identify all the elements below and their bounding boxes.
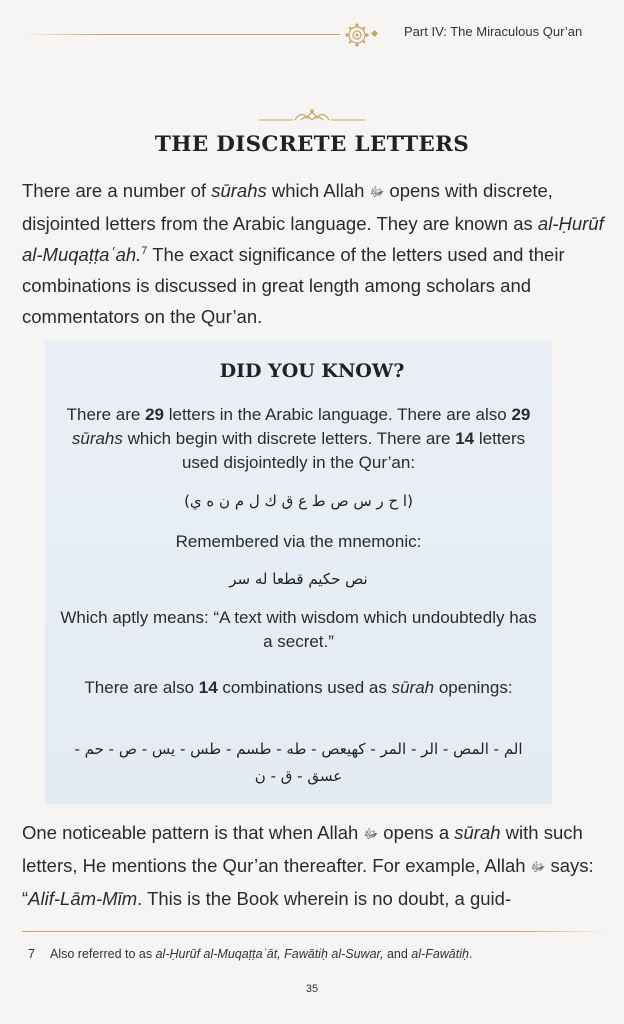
mnemonic-label: Remembered via the mnemonic: xyxy=(175,532,422,551)
honorific-glyph: ﷻ xyxy=(369,185,385,200)
title-ornament-icon xyxy=(257,106,367,126)
footnote-text: Also referred to as xyxy=(50,947,156,961)
arabic-combinations: الم - المص - الر - المر - كهيعص - طه - طسم - طس - يس - ص - حم - عسق - ق - ن xyxy=(74,740,523,785)
running-head: Part IV: The Miraculous Qur’an xyxy=(404,24,583,39)
intro-text: The exact significance of the letters used and their combinations is discussed in great length among scholars and commentators on the Qur’an. xyxy=(22,244,565,327)
intro-text: which Allah xyxy=(266,180,370,201)
footnote-text: . xyxy=(468,947,473,961)
intro-text: opens with discrete, disjointed letters from the Arabic language. They are known as xyxy=(22,180,553,234)
closing-surah: sūrah xyxy=(454,822,501,843)
callout-text: There are xyxy=(66,405,146,424)
callout-text: There are also xyxy=(84,678,199,697)
footnote xyxy=(28,947,472,961)
callout-number: 29 xyxy=(511,405,531,424)
mnemonic-meaning: Which aptly means: “A text with wisdom which undoubtedly has a secret.” xyxy=(60,608,537,651)
honorific-glyph: ﷻ xyxy=(530,860,546,875)
page-number: 35 xyxy=(305,983,319,995)
callout-text: combinations used as xyxy=(217,678,392,697)
header-diamond xyxy=(371,30,378,37)
callout-surahs: sūrahs xyxy=(71,429,123,448)
honorific-glyph: ﷻ xyxy=(363,827,379,842)
callout-text: letters in the Arabic language. There are also xyxy=(163,405,512,424)
closing-quote-term: Alif-Lām-Mīm xyxy=(28,888,138,909)
intro-term: al-Ḥurūf al-Muqaṭṭaʿah. xyxy=(22,213,604,265)
callout-number: 29 xyxy=(145,405,164,424)
footnote-term: al-Fawātiḥ xyxy=(411,947,469,961)
closing-paragraph xyxy=(22,817,606,914)
arabic-mnemonic: نص حكيم قطعا له سر xyxy=(229,570,368,588)
callout-text: which begin with discrete letters. There are xyxy=(122,429,456,448)
callout-number: 14 xyxy=(455,429,475,448)
footnote-rule xyxy=(22,931,606,932)
header-ornament-icon xyxy=(344,22,370,48)
intro-surahs: sūrahs xyxy=(211,180,267,201)
callout-combinations-fact xyxy=(60,676,537,700)
callout-letters-fact xyxy=(60,403,537,475)
closing-text: opens a xyxy=(378,822,455,843)
footnote-text: and xyxy=(383,947,412,961)
closing-text: says: “ xyxy=(22,855,594,909)
footnote-number: 7 xyxy=(28,947,35,961)
closing-text: One noticeable pattern is that when Allah xyxy=(22,822,364,843)
callout-text: openings: xyxy=(434,678,513,697)
section-title: THE DISCRETE LETTERS xyxy=(154,132,470,157)
closing-text: . This is the Book wherein is no doubt, a guid- xyxy=(137,888,512,909)
footnote-ref[interactable]: 7 xyxy=(141,244,148,257)
intro-paragraph xyxy=(22,175,606,332)
callout-surah: sūrah xyxy=(391,678,435,697)
header-rule xyxy=(22,34,340,35)
closing-text: with such letters, He mentions the Qur’an thereafter. For example, Allah xyxy=(22,822,583,876)
arabic-letters: (ا ح ر س ص ط ع ق ك ل م ن ه ي) xyxy=(184,492,413,510)
footnote-term: al-Ḥurūf al-Muqaṭṭaʿāt, Fawātiḥ al-Suwar, xyxy=(155,947,384,961)
callout-number: 14 xyxy=(198,678,218,697)
callout-title: DID YOU KNOW? xyxy=(219,360,405,382)
intro-text: There are a number of xyxy=(22,180,212,201)
callout-text: letters used disjointedly in the Qur’an: xyxy=(181,429,526,472)
